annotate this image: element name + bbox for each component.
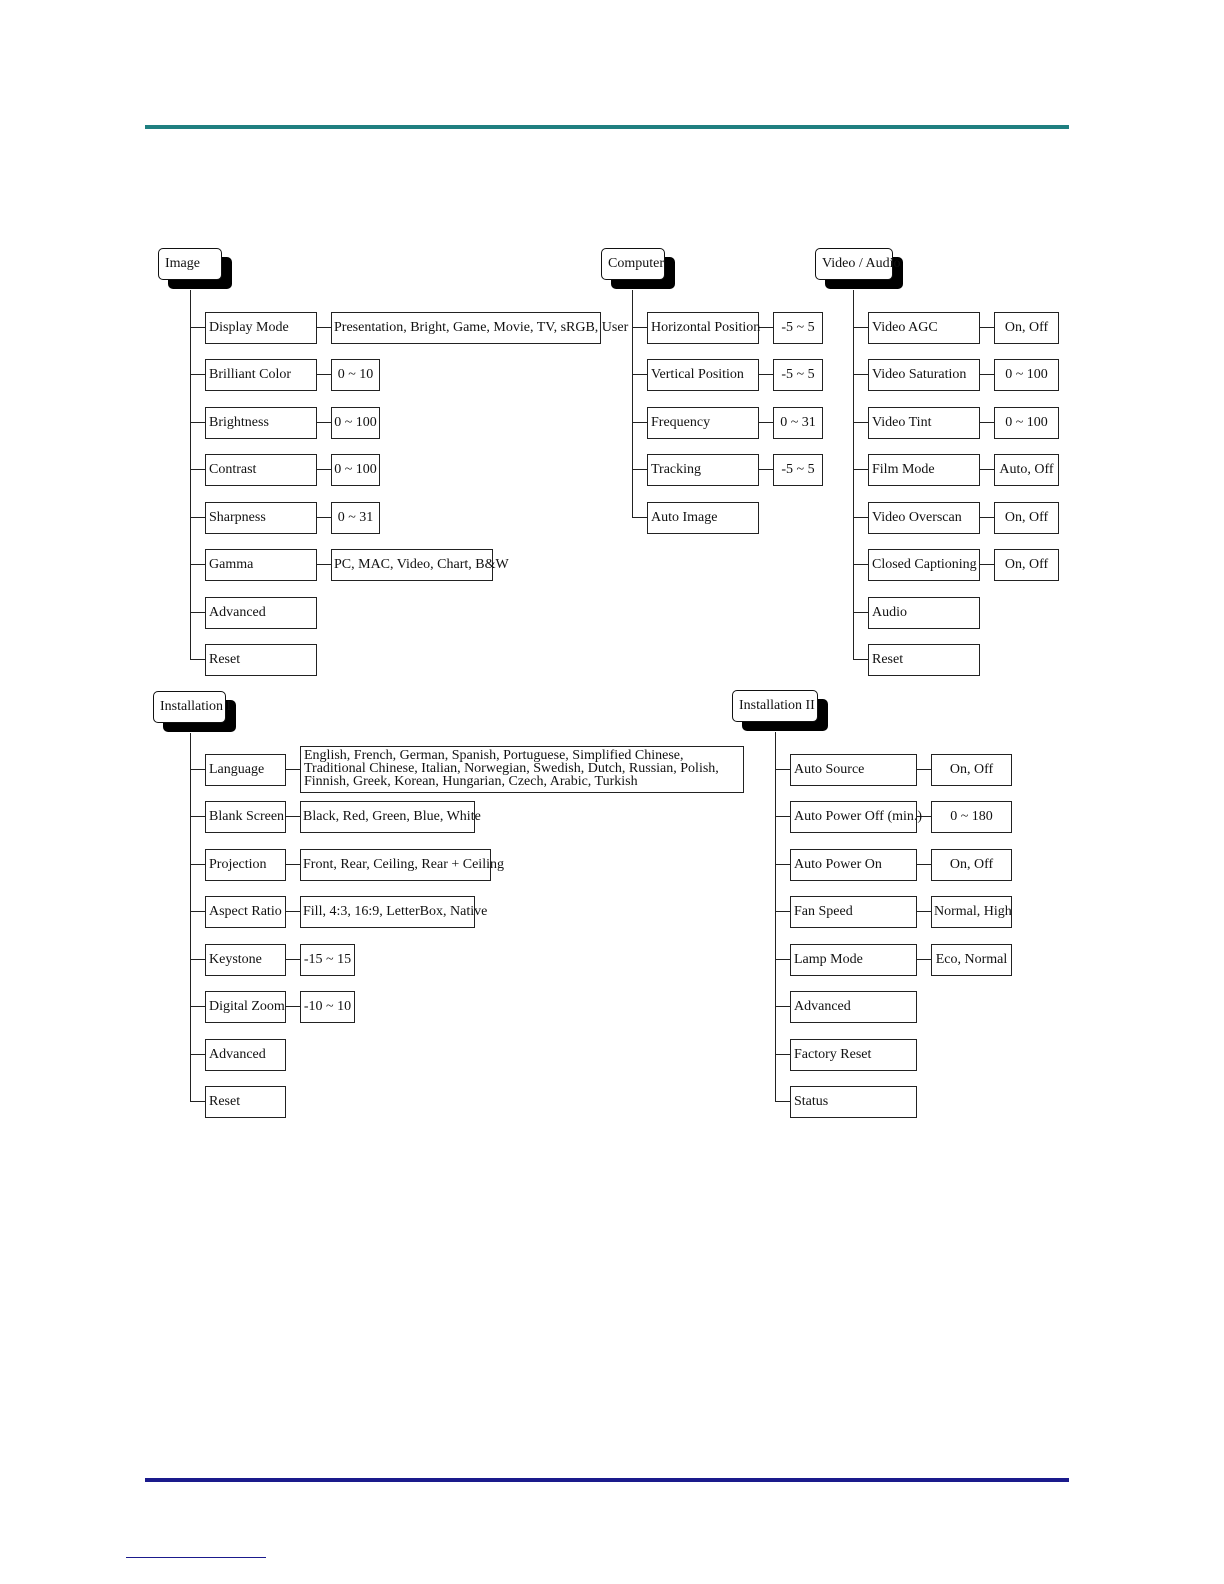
- connector: [632, 374, 648, 375]
- option-auto-source: On, Off: [931, 754, 1012, 786]
- option-video-agc: On, Off: [994, 312, 1059, 344]
- menu-item-audio[interactable]: Audio: [868, 597, 980, 629]
- option-lamp-mode: Eco, Normal: [931, 944, 1012, 976]
- option-keystone: -15 ~ 15: [300, 944, 355, 976]
- option-brightness: 0 ~ 100: [331, 407, 380, 439]
- bottom-rule: [145, 1478, 1069, 1482]
- option-video-overscan: On, Off: [994, 502, 1059, 534]
- connector: [853, 612, 869, 613]
- menu-item-digital-zoom[interactable]: Digital Zoom: [205, 991, 286, 1023]
- menu-item-projection[interactable]: Projection: [205, 849, 286, 881]
- menu-item-install-reset[interactable]: Reset: [205, 1086, 286, 1118]
- connector: [853, 422, 869, 423]
- option-frequency: 0 ~ 31: [773, 407, 823, 439]
- menu-item-video-agc[interactable]: Video AGC: [868, 312, 980, 344]
- connector: [286, 911, 301, 912]
- connector: [632, 327, 648, 328]
- menu-item-frequency[interactable]: Frequency: [647, 407, 759, 439]
- installation1-trunk-line: [190, 733, 191, 1102]
- menu-item-tracking[interactable]: Tracking: [647, 454, 759, 486]
- connector: [190, 422, 206, 423]
- menu-item-fan-speed[interactable]: Fan Speed: [790, 896, 917, 928]
- connector: [980, 517, 995, 518]
- connector: [632, 517, 648, 518]
- connector: [190, 911, 206, 912]
- option-video-saturation: 0 ~ 100: [994, 359, 1059, 391]
- menu-item-install2-advanced[interactable]: Advanced: [790, 991, 917, 1023]
- option-fan-speed: Normal, High: [931, 896, 1012, 928]
- option-projection: Front, Rear, Ceiling, Rear + Ceiling: [300, 849, 491, 881]
- menu-item-factory-reset[interactable]: Factory Reset: [790, 1039, 917, 1071]
- option-blank-screen: Black, Red, Green, Blue, White: [300, 801, 475, 833]
- connector: [775, 816, 791, 817]
- option-aspect-ratio: Fill, 4:3, 16:9, LetterBox, Native: [300, 896, 475, 928]
- option-digital-zoom: -10 ~ 10: [300, 991, 355, 1023]
- connector: [853, 564, 869, 565]
- connector: [853, 659, 869, 660]
- menu-item-keystone[interactable]: Keystone: [205, 944, 286, 976]
- menu-item-brightness[interactable]: Brightness: [205, 407, 317, 439]
- top-rule: [145, 125, 1069, 129]
- connector: [980, 422, 995, 423]
- menu-item-brilliant-color[interactable]: Brilliant Color: [205, 359, 317, 391]
- menu-item-auto-image[interactable]: Auto Image: [647, 502, 759, 534]
- option-brilliant-color: 0 ~ 10: [331, 359, 380, 391]
- connector: [980, 469, 995, 470]
- connector: [190, 1101, 206, 1102]
- connector: [317, 564, 332, 565]
- option-language: English, French, German, Spanish, Portuguese, Simplified Chinese, Traditional Chinese, Italian, Norwegian, Swedish, Dutch, Russian, Polish, Finnish, Greek, Korean, Hungarian, Czech, Arabic, Turkish: [300, 746, 744, 793]
- connector: [775, 911, 791, 912]
- menu-item-video-saturation[interactable]: Video Saturation: [868, 359, 980, 391]
- option-sharpness: 0 ~ 31: [331, 502, 380, 534]
- connector: [759, 469, 774, 470]
- menu-item-closed-captioning[interactable]: Closed Captioning: [868, 549, 980, 581]
- computer-trunk-line: [632, 290, 633, 518]
- menu-item-video-reset[interactable]: Reset: [868, 644, 980, 676]
- menu-item-status[interactable]: Status: [790, 1086, 917, 1118]
- connector: [853, 374, 869, 375]
- option-video-tint: 0 ~ 100: [994, 407, 1059, 439]
- installation2-menu-header[interactable]: Installation II: [732, 690, 818, 722]
- connector: [775, 769, 791, 770]
- connector: [775, 864, 791, 865]
- menu-item-language[interactable]: Language: [205, 754, 286, 786]
- connector: [759, 374, 774, 375]
- connector: [775, 1101, 791, 1102]
- connector: [190, 864, 206, 865]
- connector: [190, 959, 206, 960]
- installation1-menu-header[interactable]: Installation I: [153, 691, 226, 723]
- connector: [980, 374, 995, 375]
- menu-item-lamp-mode[interactable]: Lamp Mode: [790, 944, 917, 976]
- connector: [317, 327, 332, 328]
- menu-item-video-tint[interactable]: Video Tint: [868, 407, 980, 439]
- option-display-mode: Presentation, Bright, Game, Movie, TV, sRGB, User: [331, 312, 601, 344]
- connector: [286, 864, 301, 865]
- connector: [317, 517, 332, 518]
- menu-item-blank-screen[interactable]: Blank Screen: [205, 801, 286, 833]
- option-auto-power-on: On, Off: [931, 849, 1012, 881]
- option-closed-captioning: On, Off: [994, 549, 1059, 581]
- connector: [853, 517, 869, 518]
- connector: [190, 374, 206, 375]
- option-auto-power-off: 0 ~ 180: [931, 801, 1012, 833]
- connector: [190, 564, 206, 565]
- connector: [317, 374, 332, 375]
- connector: [317, 422, 332, 423]
- connector: [190, 327, 206, 328]
- connector: [190, 469, 206, 470]
- connector: [775, 1054, 791, 1055]
- connector: [286, 769, 301, 770]
- image-menu-header[interactable]: Image: [158, 248, 222, 280]
- connector: [286, 959, 301, 960]
- connector: [286, 1006, 301, 1007]
- connector: [917, 864, 932, 865]
- menu-item-sharpness[interactable]: Sharpness: [205, 502, 317, 534]
- footnote-line: [126, 1557, 266, 1558]
- installation2-trunk-line: [775, 732, 776, 1102]
- option-vertical-position: -5 ~ 5: [773, 359, 823, 391]
- option-gamma: PC, MAC, Video, Chart, B&W: [331, 549, 493, 581]
- computer-menu-header[interactable]: Computer: [601, 248, 665, 280]
- option-horizontal-position: -5 ~ 5: [773, 312, 823, 344]
- connector: [917, 911, 932, 912]
- video-audio-menu-header[interactable]: Video / Audio: [815, 248, 893, 280]
- option-contrast: 0 ~ 100: [331, 454, 380, 486]
- connector: [632, 422, 648, 423]
- connector: [917, 769, 932, 770]
- menu-item-horizontal-position[interactable]: Horizontal Position: [647, 312, 759, 344]
- menu-item-auto-source[interactable]: Auto Source: [790, 754, 917, 786]
- connector: [190, 1006, 206, 1007]
- video-audio-trunk-line: [853, 290, 854, 660]
- connector: [775, 959, 791, 960]
- connector: [190, 659, 206, 660]
- menu-item-install-advanced[interactable]: Advanced: [205, 1039, 286, 1071]
- connector: [190, 612, 206, 613]
- connector: [775, 1006, 791, 1007]
- menu-item-contrast[interactable]: Contrast: [205, 454, 317, 486]
- connector: [759, 327, 774, 328]
- image-trunk-line: [190, 290, 191, 660]
- connector: [317, 469, 332, 470]
- connector: [759, 422, 774, 423]
- connector: [980, 327, 995, 328]
- menu-item-vertical-position[interactable]: Vertical Position: [647, 359, 759, 391]
- connector: [286, 816, 301, 817]
- connector: [853, 327, 869, 328]
- menu-item-gamma[interactable]: Gamma: [205, 549, 317, 581]
- menu-item-display-mode[interactable]: Display Mode: [205, 312, 317, 344]
- connector: [190, 517, 206, 518]
- connector: [632, 469, 648, 470]
- connector: [190, 769, 206, 770]
- menu-item-film-mode[interactable]: Film Mode: [868, 454, 980, 486]
- menu-item-reset[interactable]: Reset: [205, 644, 317, 676]
- connector: [190, 1054, 206, 1055]
- connector: [853, 469, 869, 470]
- menu-item-auto-power-on[interactable]: Auto Power On: [790, 849, 917, 881]
- connector: [190, 816, 206, 817]
- connector: [980, 564, 995, 565]
- menu-item-video-overscan[interactable]: Video Overscan: [868, 502, 980, 534]
- connector: [917, 959, 932, 960]
- menu-item-aspect-ratio[interactable]: Aspect Ratio: [205, 896, 286, 928]
- menu-item-advanced[interactable]: Advanced: [205, 597, 317, 629]
- menu-item-auto-power-off[interactable]: Auto Power Off (min.): [790, 801, 917, 833]
- option-film-mode: Auto, Off: [994, 454, 1059, 486]
- option-tracking: -5 ~ 5: [773, 454, 823, 486]
